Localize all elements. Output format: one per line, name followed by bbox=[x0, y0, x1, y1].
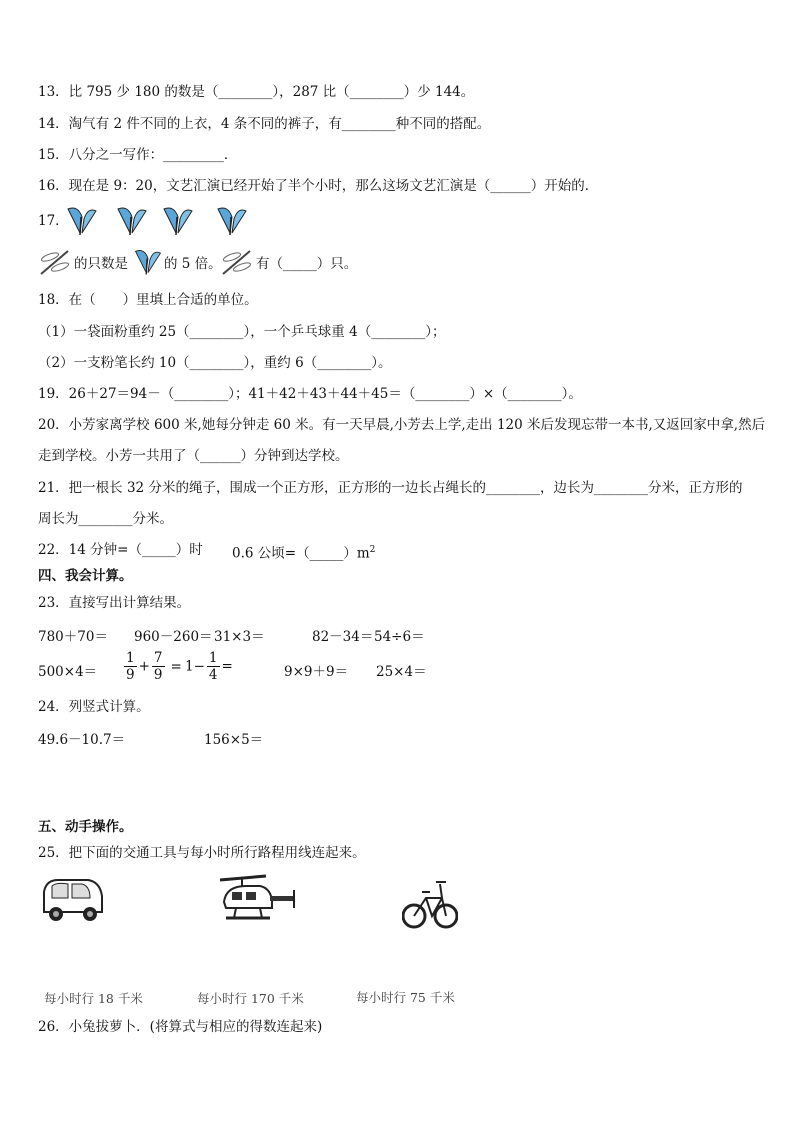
butterfly-row bbox=[64, 203, 276, 239]
speed-label: 每小时行 75 千米 bbox=[356, 990, 455, 1005]
question-20-line-1: 20．小芳家离学校 600 米,她每分钟走 60 米。有一天早晨,小芳去上学,走出 120 米后发现忘带一本书,又返回家中拿,然后 bbox=[38, 417, 766, 433]
question-16: 16．现在是 9：20，文艺汇演已经开始了半个小时，那么这场文艺汇演是（______）开始的． bbox=[38, 178, 599, 194]
question-24: 24．列竖式计算。 bbox=[38, 699, 150, 715]
speed-label: 每小时行 18 千米 bbox=[44, 991, 143, 1006]
question-26: 26．小兔拔萝卜．(将算式与相应的得数连起来) bbox=[38, 1019, 323, 1035]
fraction-expression: $\frac{1}{9}$ + $\frac{7}{9}$ = bbox=[126, 650, 182, 683]
butterfly-icon bbox=[118, 208, 146, 235]
question-17-text-b: 的 5 倍。 bbox=[164, 256, 222, 272]
calc-item: 54÷6＝ bbox=[374, 629, 425, 645]
question-21-line-1: 21．把一根长 32 分米的绳子，围成一个正方形，正方形的一边长占绳长的________，边长为________分米，正方形的 bbox=[38, 480, 743, 496]
question-22-a: 22．14 分钟=（_____）时 bbox=[38, 542, 203, 558]
butterfly-icon bbox=[218, 208, 246, 235]
question-15: 15．八分之一写作：_________． bbox=[38, 147, 238, 163]
question-18-1: （1）一袋面粉重约 25（________），一个乒乓球重 4（________）； bbox=[38, 324, 446, 340]
calc-item: 9×9＋9＝ bbox=[284, 664, 349, 680]
fraction: $\frac{1}{9}$ bbox=[126, 650, 135, 683]
question-23: 23．直接写出计算结果。 bbox=[38, 595, 191, 611]
speed-label: 每小时行 170 千米 bbox=[197, 991, 304, 1006]
butterfly-icon bbox=[68, 208, 96, 235]
dragonfly-icon bbox=[38, 247, 72, 277]
helicopter-icon bbox=[216, 872, 300, 930]
dragonfly-icon bbox=[220, 247, 254, 277]
question-22-b: 0.6 公顷$=(\_\_\_\_\_)m^2$ bbox=[232, 545, 376, 562]
question-17-number: 17． bbox=[38, 213, 69, 229]
butterfly-icon bbox=[132, 246, 164, 278]
calc-item: 49.6－10.7＝ bbox=[38, 732, 126, 748]
calc-item: 500×4＝ bbox=[38, 664, 98, 680]
question-13: 13．比 795 少 180 的数是（________），287 比（________）少 144。 bbox=[38, 84, 475, 100]
fraction: $\frac{7}{9}$ bbox=[153, 650, 163, 683]
question-20-line-2: 走到学校。小芳一共用了（______）分钟到达学校。 bbox=[38, 448, 349, 464]
bicycle-icon bbox=[402, 870, 458, 932]
fraction-expression: 1− $\frac{1}{4}$ = bbox=[185, 650, 233, 683]
calc-item: 960－260＝ bbox=[134, 629, 213, 645]
question-17-text-c: 有（_____）只。 bbox=[256, 256, 358, 272]
question-14: 14．淘气有 2 件不同的上衣，4 条不同的裤子，有________种不同的搭配。 bbox=[38, 116, 491, 132]
calc-item: 82－34＝ bbox=[312, 629, 374, 645]
butterfly-icon bbox=[164, 208, 192, 235]
calc-item: 31×3＝ bbox=[214, 629, 265, 645]
question-18-2: （2）一支粉笔长约 10（________），重约 6（________）。 bbox=[38, 355, 392, 371]
question-19: 19．26＋27＝94－（________）；41＋42＋43＋44＋45＝（________）×（________）。 bbox=[38, 386, 582, 402]
calc-item: 780＋70＝ bbox=[38, 629, 108, 645]
question-18: 18．在（ ）里填上合适的单位。 bbox=[38, 292, 258, 308]
section-5-title: 五、动手操作。 bbox=[38, 819, 133, 835]
calc-item: 156×5＝ bbox=[204, 732, 264, 748]
fraction: $\frac{1}{4}$ bbox=[208, 650, 218, 683]
question-25: 25．把下面的交通工具与每小时所行路程用线连起来。 bbox=[38, 845, 366, 861]
question-17-text-a: 的只数是 bbox=[74, 256, 128, 272]
question-21-line-2: 周长为________分米。 bbox=[38, 511, 173, 527]
calc-item: 25×4＝ bbox=[376, 664, 427, 680]
section-4-title: 四、我会计算。 bbox=[38, 568, 133, 584]
car-icon bbox=[38, 876, 108, 924]
